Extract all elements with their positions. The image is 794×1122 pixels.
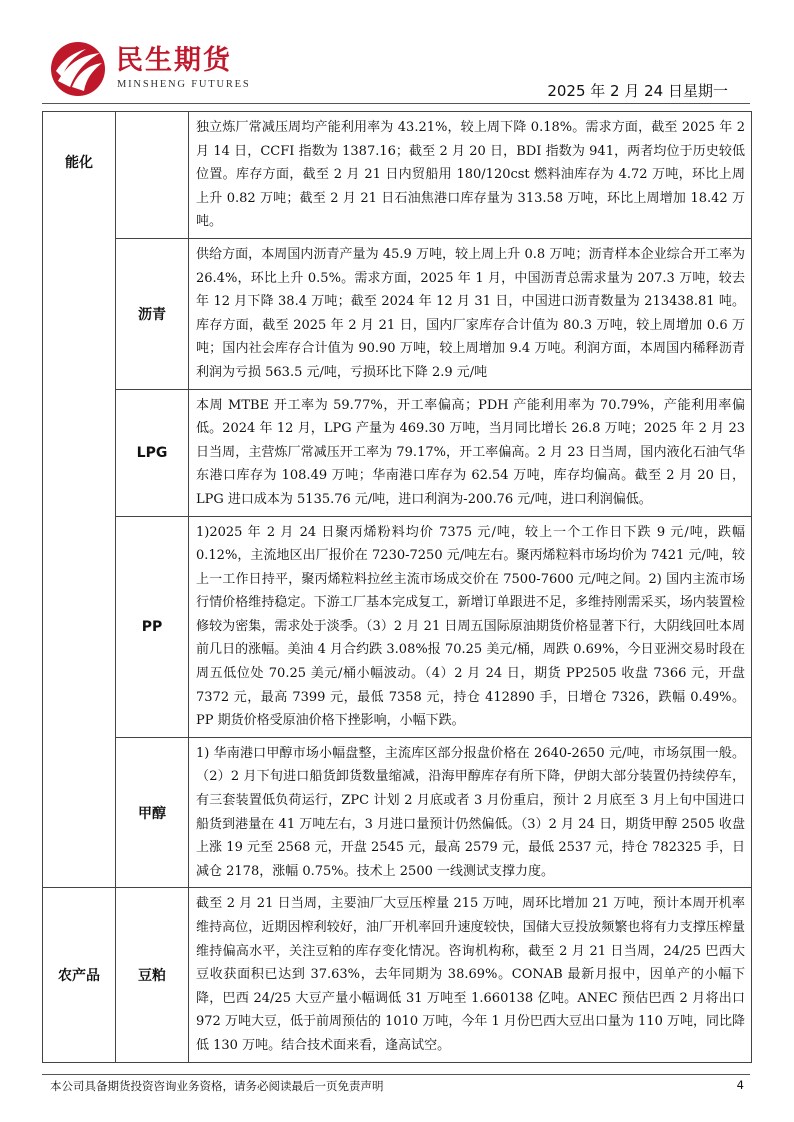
brand-name-cn: 民生期货	[116, 45, 232, 76]
table-row	[43, 112, 752, 239]
sector-cell: 农产品	[43, 888, 116, 1062]
table-row	[43, 389, 752, 516]
table-row	[43, 238, 752, 389]
footer-disclaimer: 本公司具备期货投资咨询业务资格，请务必阅读最后一页免责声明	[50, 1079, 384, 1093]
commodity-table	[42, 111, 752, 1063]
header-divider	[42, 103, 750, 104]
analysis-text: 1)2025 年 2 月 24 日聚丙烯粉料均价 7375 元/吨，较上一个工作日下跌 9 元/吨，跌幅 0.12%，主流地区出厂报价在 7230-7250 元/吨左右。聚丙烯粒料市场均价为 7421 元/吨，较上一工作日持平，聚丙烯粒料拉丝主流市场成交价在 7500-7600 元/吨之间。2) 国内主流市场行情价格维持稳定。下游工厂基本完成复工，新增订单跟进不足，多维持刚需采买，场内装置检修较为密集，需求处于淡季。（3）2 月 21 日周五国际原油期货价格显著下行，大阴线回吐本周前几日的涨幅。美油 4 月合约跌 3.08%报 70.25 美元/桶，周跌 0.69%，今日亚洲交易时段在周五低位处 70.25 美元/桶小幅波动。（4）2 月 24 日，期货 PP2505 收盘 7366 元，开盘 7372 元，最高 7399 元，最低 7358 元，持仓 412890 手，日增仓 7326，跌幅 0.49%。PP 期货价格受原油价格下挫影响，小幅下跌。	[189, 516, 752, 737]
analysis-text: 1) 华南港口甲醇市场小幅盘整，主流库区部分报盘价格在 2640-2650 元/吨，市场氛围一般。（2）2 月下旬进口船货卸货数量缩减，沿海甲醇库存有所下降，伊朗大部分装置仍持续停车，有三套装置低负荷运行，ZPC 计划 2 月底或者 3 月份重启，预计 2 月底至 3 月上旬中国进口船货到港量在 41 万吨左右，3 月进口量预计仍然偏低。（3）2 月 24 日，期货甲醇 2505 收盘上涨 19 元至 2568 元，开盘 2545 元，最高 2579 元，最低 2537 元，持仓 782325 手，日减仓 2178，涨幅 0.75%。技术上 2500 一线测试支撑力度。	[189, 737, 752, 888]
page-number: 4	[736, 1078, 744, 1092]
analysis-text: 独立炼厂常减压周均产能利用率为 43.21%，较上周下降 0.18%。需求方面，截至 2025 年 2 月 14 日，CCFI 指数为 1387.16；截至 2 月 20 日，BDI 指数为 941，两者均位于历史较低位置。库存方面，截至 2 月 21 日内贸船用 180/120cst 燃料油库存为 4.72 万吨，环比上周上升 0.82 万吨；截至 2 月 21 日石油焦港口库存量为 313.58 万吨，环比上周增加 18.42 万吨。	[189, 112, 752, 239]
product-cell: 豆粕	[116, 888, 189, 1062]
table-row	[43, 737, 752, 888]
table-row	[43, 516, 752, 737]
product-cell: LPG	[116, 389, 189, 516]
analysis-text: 本周 MTBE 开工率为 59.77%，开工率偏高；PDH 产能利用率为 70.79%，产能利用率偏低。2024 年 12 月，LPG 产量为 469.30 万吨，当月同比增长 26.8 万吨；2025 年 2 月 23 日当周，主营炼厂常减压开工率为 79.17%，开工率偏高。2 月 23 日当周，国内液化石油气华东港口库存为 108.49 万吨；华南港口库存为 62.54 万吨，库存均偏高。截至 2 月 20 日，LPG 进口成本为 5135.76 元/吨，进口利润为-200.76 元/吨，进口利润偏低。	[189, 389, 752, 516]
table-row	[43, 888, 752, 1062]
minsheng-logo-icon	[50, 41, 106, 97]
footer-divider	[42, 1074, 750, 1075]
product-cell: 甲醇	[116, 737, 189, 888]
page-header	[0, 0, 794, 110]
product-cell: 沥青	[116, 238, 189, 389]
product-cell: PP	[116, 516, 189, 737]
analysis-text: 供给方面，本周国内沥青产量为 45.9 万吨，较上周上升 0.8 万吨；沥青样本企业综合开工率为 26.4%，环比上升 0.5%。需求方面，2025 年 1 月，中国沥青总需求量为 207.3 万吨，较去年 12 月下降 38.4 万吨；截至 2024 年 12 月 31 日，中国进口沥青数量为 213438.81 吨。库存方面，截至 2025 年 2 月 21 日，国内厂家库存合计值为 80.3 万吨，较上周增加 0.6 万吨；国内社会库存合计值为 90.90 万吨，较上周增加 9.4 万吨。利润方面，本周国内稀释沥青利润为亏损 563.5 元/吨，亏损环比下降 2.9 元/吨	[189, 238, 752, 389]
report-date: 2025 年 2 月 24 日星期一	[547, 82, 728, 100]
product-cell	[116, 112, 189, 239]
sector-cell: 能化	[43, 112, 116, 888]
analysis-text: 截至 2 月 21 日当周，主要油厂大豆压榨量 215 万吨，周环比增加 21 万吨，预计本周开机率维持高位，近期因榨利较好，油厂开机率回升速度较快，国储大豆投放频繁也将有力支撑压榨量维持偏高水平，关注豆粕的库存变化情况。咨询机构称，截至 2 月 21 日当周，24/25 巴西大豆收获面积已达到 37.63%，去年同期为 38.69%。CONAB 最新月报中，因单产的小幅下降，巴西 24/25 大豆产量小幅调低 31 万吨至 1.660138 亿吨。ANEC 预估巴西 2 月将出口 972 万吨大豆，低于前周预估的 1010 万吨，今年 1 月份巴西大豆出口量为 110 万吨，同比降低 130 万吨。结合技术面来看，逢高试空。	[189, 888, 752, 1062]
brand-name-en: MINSHENG FUTURES	[117, 79, 251, 90]
